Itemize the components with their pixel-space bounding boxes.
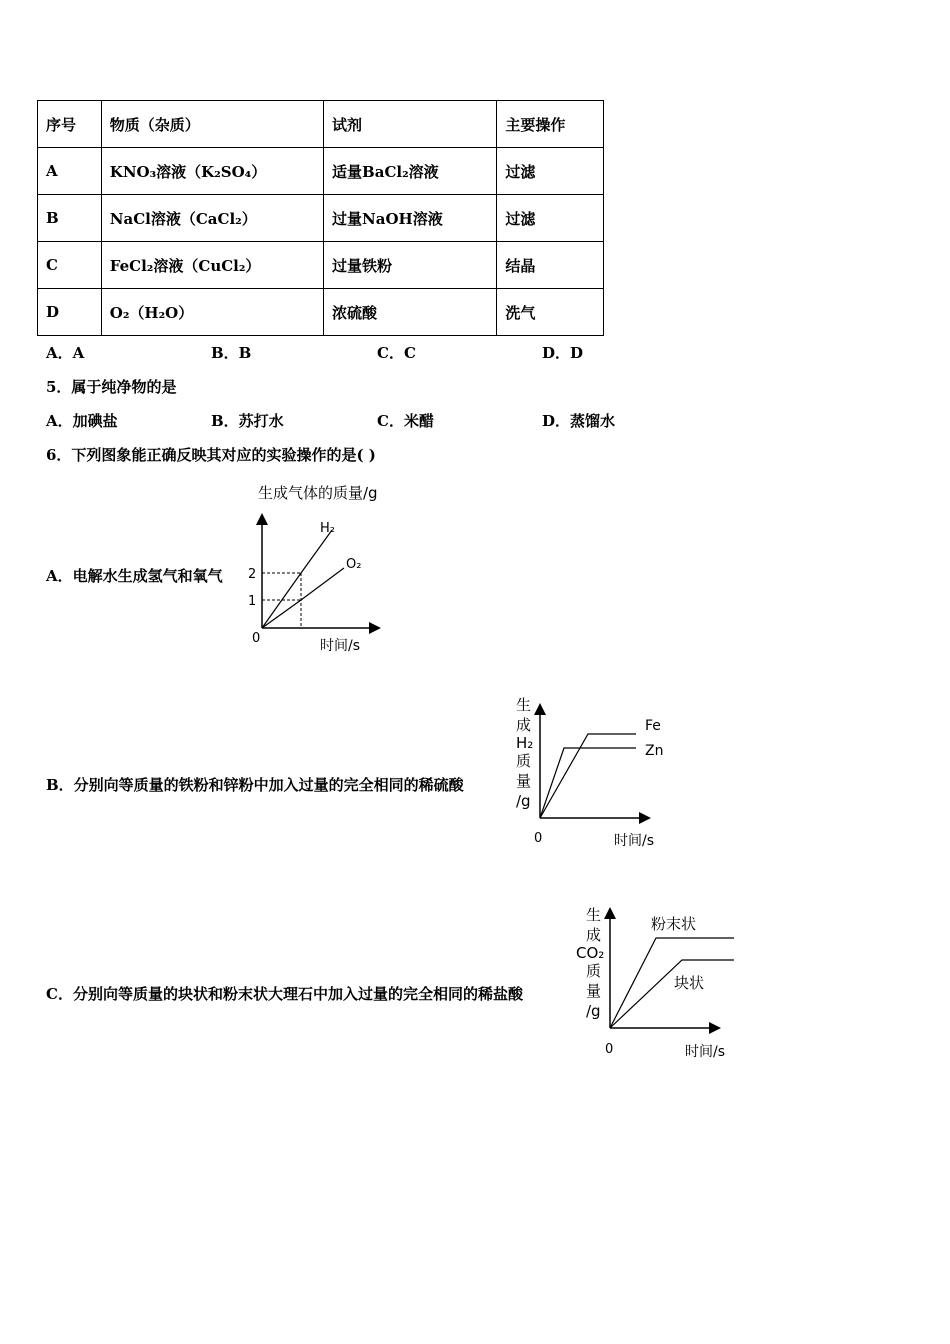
chart-b-origin: 0 [534, 831, 543, 846]
q4-option-a[interactable]: A．A [46, 344, 85, 362]
chart-a-ytick-1: 1 [248, 594, 257, 609]
row-substance: FeCl₂溶液（CuCl₂） [101, 242, 323, 289]
chart-b-ylabel-5: 量 [516, 772, 532, 790]
chart-c-legend-block: 块状 [674, 974, 705, 992]
chart-a-xlabel: 时间/s [320, 638, 361, 654]
chart-c-series-block [610, 960, 734, 1028]
chart-b-ylabel-6: /g [516, 792, 531, 810]
q6-option-b[interactable]: B．分别向等质量的铁粉和锌粉中加入过量的完全相同的稀硫酸 [46, 776, 464, 794]
row-operation: 洗气 [497, 289, 604, 336]
chart-c-legend-powder: 粉末状 [651, 915, 697, 933]
q5-question: 5．属于纯净物的是 [46, 378, 177, 396]
header-reagent: 试剂 [324, 101, 497, 148]
chart-c [574, 898, 744, 1063]
row-substance: NaCl溶液（CaCl₂） [101, 195, 323, 242]
header-operation: 主要操作 [497, 101, 604, 148]
q6-question: 6．下列图象能正确反映其对应的实验操作的是( ) [46, 446, 376, 464]
chart-b-legend-fe: Fe [645, 718, 661, 734]
table-row [38, 195, 604, 242]
chart-a-ylabel: 生成气体的质量/g [258, 484, 378, 502]
chart-b-xlabel: 时间/s [614, 833, 655, 849]
row-substance: O₂（H₂O） [101, 289, 323, 336]
chart-b [508, 690, 678, 855]
chart-c-ylabel-4: 质 [586, 962, 602, 980]
q4-option-c[interactable]: C．C [377, 344, 416, 362]
q4-option-d[interactable]: D．D [542, 344, 584, 362]
table-header-row [38, 101, 604, 148]
chart-c-ylabel-6: /g [586, 1002, 601, 1020]
chart-c-ylabel [576, 906, 609, 1020]
row-reagent: 过量铁粉 [324, 242, 497, 289]
row-operation: 结晶 [497, 242, 604, 289]
chart-c-xlabel: 时间/s [685, 1044, 726, 1060]
chart-b-ylabel-1: 生 [516, 696, 532, 714]
table-row [38, 289, 604, 336]
header-index: 序号 [38, 101, 102, 148]
chart-a-series-h2 [262, 530, 332, 628]
chart-c-origin: 0 [605, 1042, 614, 1057]
chart-b-ylabel-3: H₂ [516, 734, 534, 752]
chart-b-ylabel [516, 696, 538, 810]
row-operation: 过滤 [497, 195, 604, 242]
chart-b-ylabel-4: 质 [516, 752, 532, 770]
q5-option-b[interactable]: B．苏打水 [211, 412, 284, 430]
row-reagent: 浓硫酸 [324, 289, 497, 336]
chart-a-series-o2 [262, 568, 344, 628]
chart-c-series-powder [610, 938, 734, 1028]
chart-a [240, 478, 400, 658]
table-row [38, 242, 604, 289]
row-reagent: 过量NaOH溶液 [324, 195, 497, 242]
chart-a-legend-h2: H₂ [320, 521, 335, 536]
q6-option-c[interactable]: C．分别向等质量的块状和粉末状大理石中加入过量的完全相同的稀盐酸 [46, 985, 523, 1003]
header-substance: 物质（杂质） [101, 101, 323, 148]
q4-table [37, 100, 604, 336]
chart-a-origin: 0 [252, 631, 261, 646]
q5-option-a[interactable]: A．加碘盐 [46, 412, 118, 430]
table-row [38, 148, 604, 195]
row-id: A [38, 148, 102, 195]
q4-option-b[interactable]: B．B [211, 344, 252, 362]
row-id: B [38, 195, 102, 242]
chart-b-ylabel-2: 成 [516, 716, 532, 734]
chart-c-ylabel-5: 量 [586, 982, 602, 1000]
chart-c-ylabel-3: CO₂ [576, 944, 605, 962]
chart-c-ylabel-1: 生 [586, 906, 602, 924]
row-substance: KNO₃溶液（K₂SO₄） [101, 148, 323, 195]
row-reagent: 适量BaCl₂溶液 [324, 148, 497, 195]
chart-b-series-zn [540, 748, 636, 818]
row-operation: 过滤 [497, 148, 604, 195]
chart-c-ylabel-2: 成 [586, 926, 602, 944]
chart-b-legend-zn: Zn [645, 743, 664, 759]
chart-a-legend-o2: O₂ [346, 557, 362, 572]
q5-option-c[interactable]: C．米醋 [377, 412, 434, 430]
q6-option-a[interactable]: A．电解水生成氢气和氧气 [46, 567, 223, 585]
q5-option-d[interactable]: D．蒸馏水 [542, 412, 616, 430]
row-id: C [38, 242, 102, 289]
chart-a-ytick-2: 2 [248, 567, 257, 582]
row-id: D [38, 289, 102, 336]
